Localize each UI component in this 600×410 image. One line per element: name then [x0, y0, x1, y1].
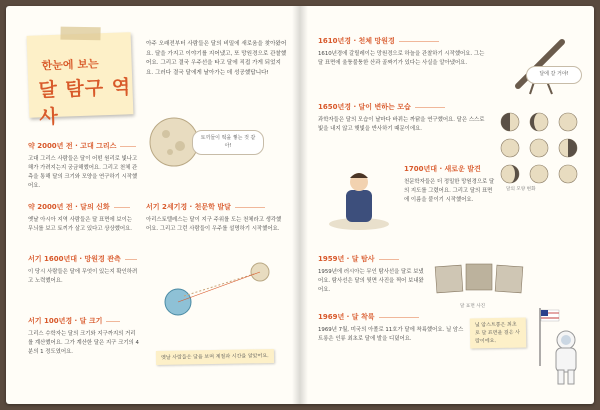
tape-decoration	[60, 27, 100, 41]
section-body: 옛날 아시아 지역 사람들은 달 표면에 보이는 무늬를 보고 토끼가 살고 있다고 상상했어요.	[28, 217, 133, 232]
title-card	[27, 32, 134, 129]
right-page	[300, 6, 594, 404]
phases-caption: 달의 모양 변화	[506, 187, 536, 192]
timeline-section	[146, 202, 286, 234]
section-title: 약 2000년 전 · 달의 신화	[28, 203, 110, 211]
timeline-section	[28, 202, 138, 234]
section-body: 1610년경에 갈릴레이는 망원경으로 하늘을 관찰하기 시작했어요. 그는 달 표면에 울퉁불퉁한 산과 골짜기가 있다는 사실을 알아냈어요.	[318, 51, 485, 66]
timeline-section	[318, 36, 488, 68]
speech-bubble: 토끼들이 떡을 찧는 것 같아!	[192, 130, 264, 155]
sticky-note: 옛날 사람들은 달을 보며 계절과 시간을 알았어요.	[156, 349, 274, 365]
intro-text: 아주 오래전부터 사람들은 달의 비밀에 새로움을 찾아왔어요. 달을 가지고 이야기를 지어냈고, 또 망원경으로 관찰했어요. 그리고 결국 우주선을 타고 달에 직접 가게 되었지요. 그러다 결국 달에게 날아가는 데 성공했답니다!	[146, 41, 287, 76]
section-body: 그리스 수학자는 달의 크기와 지구까지의 거리를 계산했어요. 그가 계산한 달은 지구 크기의 4분의 1 정도였어요.	[28, 331, 139, 355]
left-page	[6, 6, 300, 404]
section-title: 1650년경 · 달이 변하는 모습	[318, 103, 411, 111]
photo-caption: 달 표면 사진	[460, 304, 486, 309]
measuring-diagram	[162, 252, 274, 326]
section-title: 서기 100년경 · 달 크기	[28, 317, 103, 325]
section-title: 1700년대 · 새로운 발견	[404, 165, 481, 173]
section-title: 1969년 · 달 착륙	[318, 313, 375, 321]
magazine-spread	[6, 6, 594, 404]
section-body: 1959년에 러시아는 무인 탐사선을 달로 보냈어요. 탐사선은 달의 뒷면 사진을 찍어 보내왔어요.	[318, 269, 424, 293]
timeline-section	[318, 312, 468, 344]
telescope-illustration	[508, 28, 578, 102]
moon-surface-photos	[434, 260, 524, 304]
sticky-note: 닐 암스트롱은 최초로 달 표면을 걸은 사람이에요.	[470, 318, 527, 349]
timeline-section	[28, 254, 140, 286]
section-title: 서기 2세기경 · 천문학 발달	[146, 203, 231, 211]
moon-phases-grid	[498, 110, 580, 188]
section-body: 천문학자들은 더 정밀한 망원경으로 달의 지도를 그렸어요. 그리고 달의 표면에 이름을 붙이기 시작했어요.	[404, 179, 495, 203]
section-body: 과학자들은 달의 모습이 날마다 바뀌는 까닭을 연구했어요. 달은 스스로 빛을 내지 않고 햇빛을 반사하기 때문이에요.	[318, 117, 485, 132]
astronomer-illustration	[324, 166, 394, 236]
timeline-section	[28, 141, 138, 191]
section-body: 고대 그리스 사람들은 달이 어떤 원리로 빛나고 해가 가려지는지 궁금해했어요. 그리고 천체 관측을 통해 달의 크기와 모양을 연구하기 시작했어요.	[28, 156, 138, 189]
timeline-section	[318, 254, 426, 295]
astronaut-illustration	[530, 306, 586, 400]
timeline-section	[404, 164, 496, 205]
section-body: 이 당시 사람들은 달에 무엇이 있는지 확인하려고 노력했어요.	[28, 269, 138, 284]
page-title: 달 탐구 역사	[38, 76, 132, 129]
section-title: 약 2000년 전 · 고대 그리스	[28, 142, 117, 150]
section-title: 1610년경 · 천체 망원경	[318, 37, 395, 45]
speech-bubble: 달에 갈 거야!	[526, 66, 582, 84]
section-title: 서기 1600년대 · 망원경 관측	[28, 255, 121, 263]
timeline-section	[28, 316, 140, 357]
section-body: 아리스토텔레스는 달이 지구 주위를 도는 천체라고 생각했어요. 그리고 그런 사람들이 우주를 설명하기 시작했어요.	[146, 217, 282, 232]
section-body: 1969년 7월, 미국의 아폴로 11호가 달에 착륙했어요. 닐 암스트롱은 인류 최초로 달에 발을 디뎠어요.	[318, 327, 464, 342]
timeline-section	[318, 102, 486, 134]
title-small: 한눈에 보는	[41, 57, 99, 73]
section-title: 1959년 · 달 탐사	[318, 255, 375, 263]
